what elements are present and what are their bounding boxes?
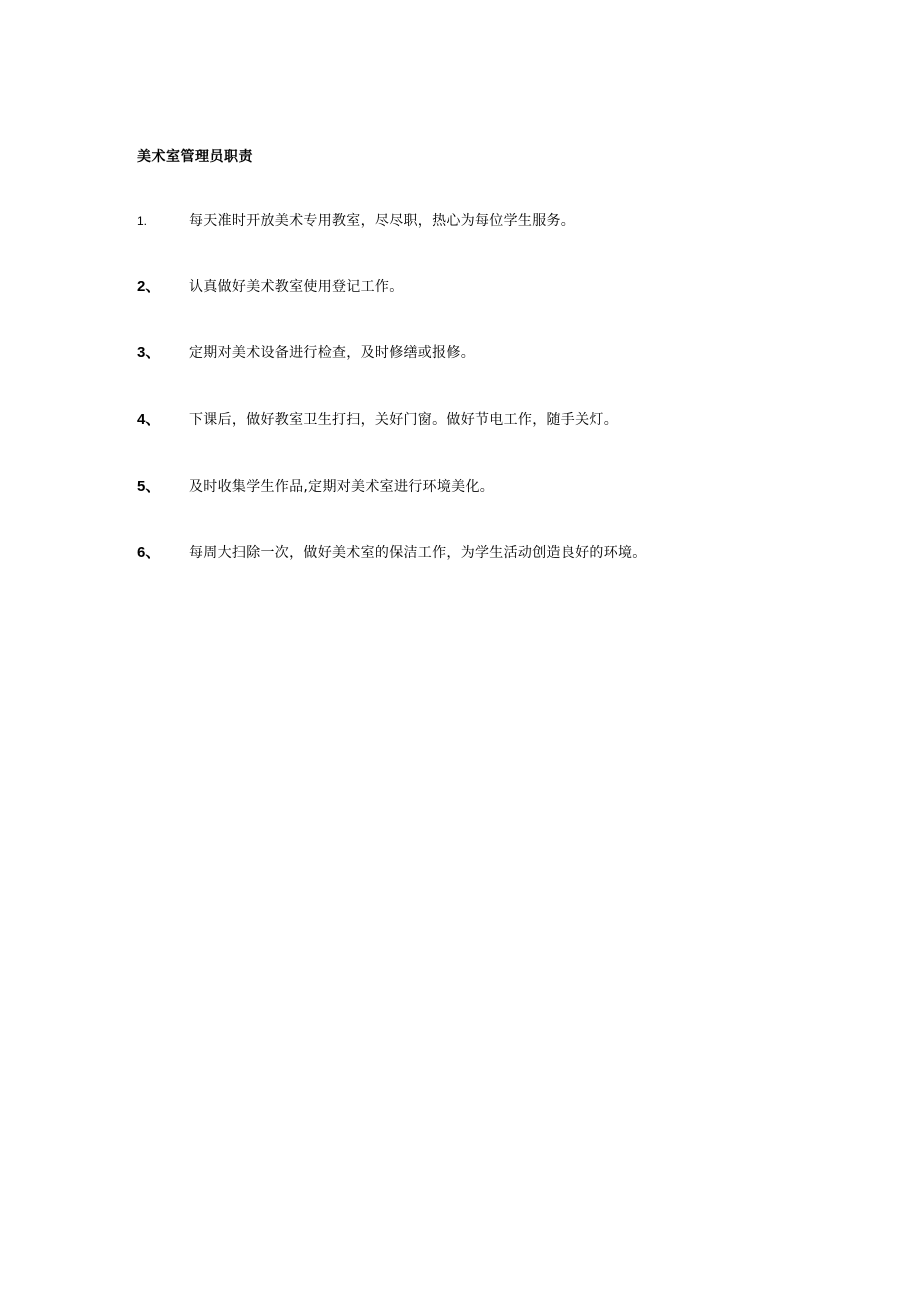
list-item bbox=[137, 541, 837, 565]
item-number: 3、 bbox=[137, 344, 161, 361]
item-number: 6、 bbox=[137, 544, 161, 561]
item-number: 2、 bbox=[137, 278, 161, 295]
list-item bbox=[137, 341, 837, 365]
item-text: 认真做好美术教室使用登记工作。 bbox=[189, 279, 404, 295]
item-text: 每周大扫除一次，做好美术室的保洁工作，为学生活动创造良好的环境。 bbox=[189, 545, 647, 561]
list-item bbox=[137, 408, 837, 432]
item-text: 及时收集学生作品,定期对美术室进行环境美化。 bbox=[189, 479, 495, 495]
item-number: 4、 bbox=[137, 411, 161, 428]
list-item bbox=[137, 475, 837, 499]
item-text: 定期对美术设备进行检查，及时修缮或报修。 bbox=[189, 345, 475, 361]
list-item bbox=[137, 275, 837, 299]
document-title: 美术室管理员职责 bbox=[137, 149, 253, 165]
item-number: 5、 bbox=[137, 478, 161, 495]
item-text: 每天准时开放美术专用教室，尽尽职，热心为每位学生服务。 bbox=[189, 213, 576, 229]
item-number: 1. bbox=[137, 214, 148, 228]
item-text: 下课后，做好教室卫生打扫，关好门窗。做好节电工作，随手关灯。 bbox=[189, 412, 618, 428]
list-item bbox=[137, 209, 837, 233]
